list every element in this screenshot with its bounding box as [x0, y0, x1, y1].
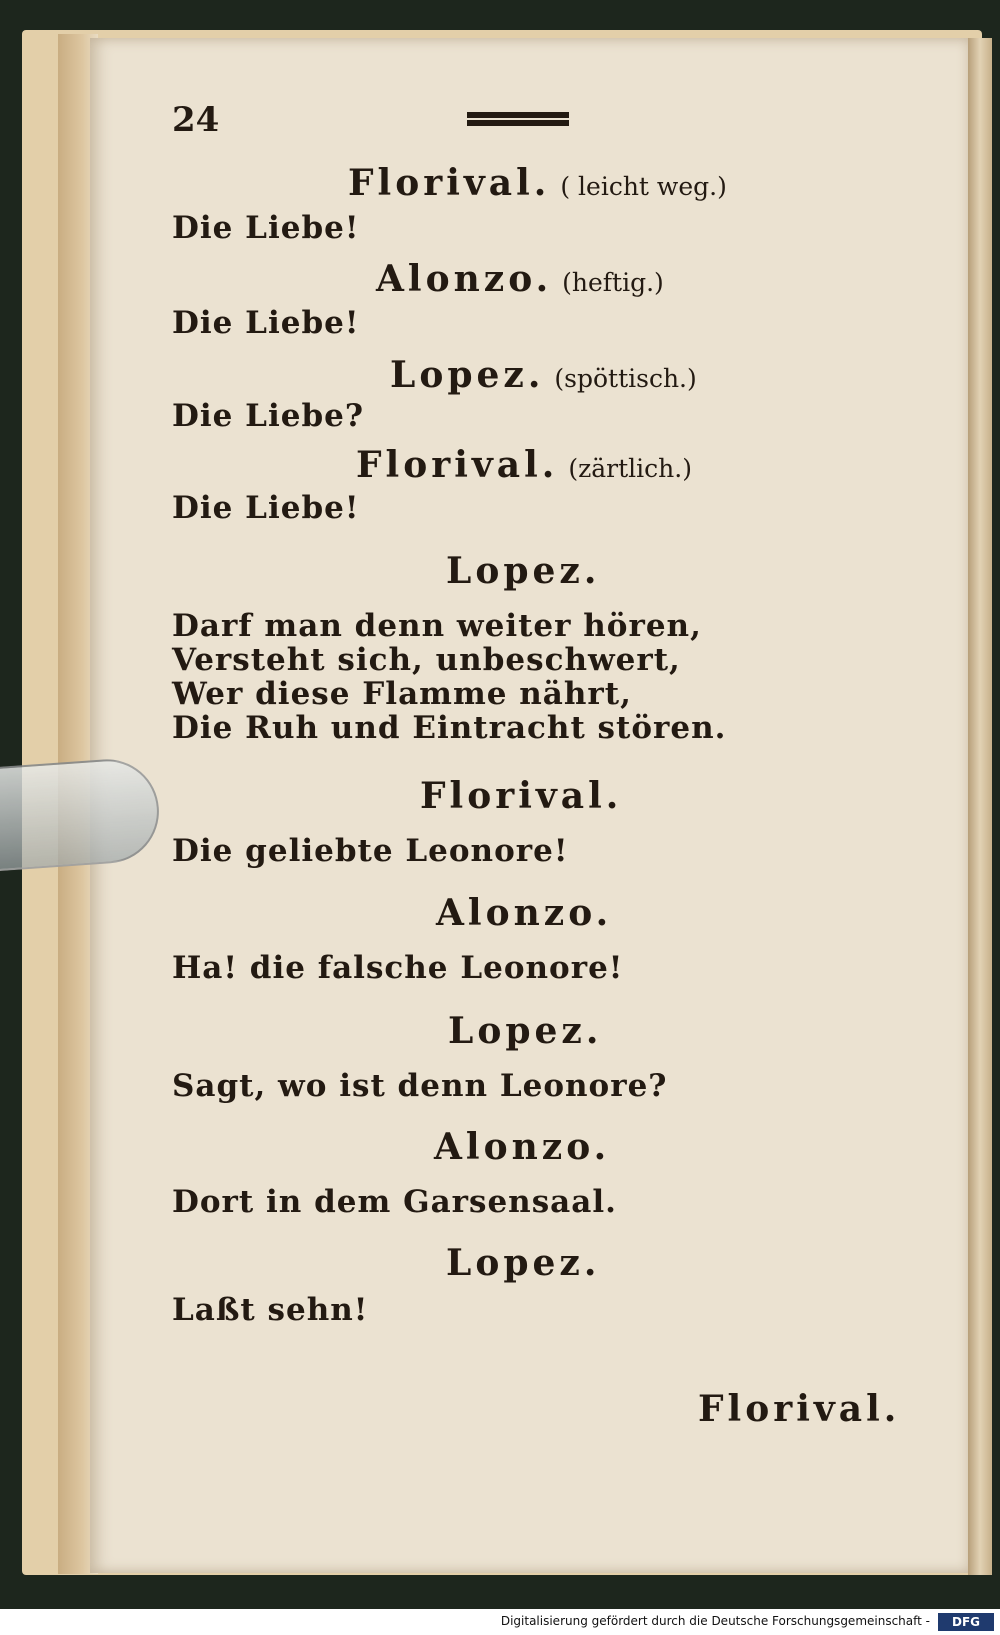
verse-line: Wer diese Flamme nährt,: [172, 676, 632, 712]
dialogue-line: Die Liebe?: [172, 398, 365, 434]
speaker-heading: Lopez.: [446, 550, 601, 592]
dialogue-line: Ha! die falsche Leonore!: [172, 950, 624, 986]
dialogue-line: Laßt sehn!: [172, 1292, 369, 1328]
stage-direction: (spöttisch.): [554, 364, 697, 393]
verse-line: Darf man denn weiter hören,: [172, 608, 702, 644]
page-number: 24: [172, 100, 220, 140]
stage-direction: (zärtlich.): [568, 454, 692, 483]
funding-credit: Digitalisierung gefördert durch die Deutsche Forschungsgemeinschaft -: [500, 1614, 930, 1628]
speaker-heading: Florival. ( leicht weg.): [348, 162, 727, 204]
catchword: Florival.: [698, 1388, 901, 1430]
footer-bar: [0, 1609, 1000, 1635]
dialogue-line: Die geliebte Leonore!: [172, 833, 569, 869]
verse-line: Die Ruh und Eintracht stören.: [172, 710, 727, 746]
dialogue-line: Die Liebe!: [172, 305, 360, 341]
dialogue-line: Die Liebe!: [172, 490, 360, 526]
header-rule: [467, 112, 569, 126]
verse-line: Versteht sich, unbeschwert,: [172, 642, 681, 678]
speaker-heading: Alonzo.: [434, 1126, 611, 1168]
speaker-heading: Alonzo.: [436, 892, 613, 934]
speaker-heading: Lopez.: [448, 1010, 603, 1052]
stage-direction: (heftig.): [562, 268, 664, 297]
stage-direction: ( leicht weg.): [560, 172, 727, 201]
dfg-logo: DFG: [938, 1613, 994, 1631]
dialogue-line: Die Liebe!: [172, 210, 360, 246]
speaker-heading: Florival.: [420, 775, 623, 817]
speaker-heading: Florival. (zärtlich.): [356, 444, 692, 486]
speaker-heading: Lopez. (spöttisch.): [390, 354, 697, 396]
speaker-heading: Lopez.: [446, 1242, 601, 1284]
speaker-heading: Alonzo. (heftig.): [376, 258, 664, 300]
dialogue-line: Sagt, wo ist denn Leonore?: [172, 1068, 668, 1104]
dialogue-line: Dort in dem Garsensaal.: [172, 1184, 617, 1220]
